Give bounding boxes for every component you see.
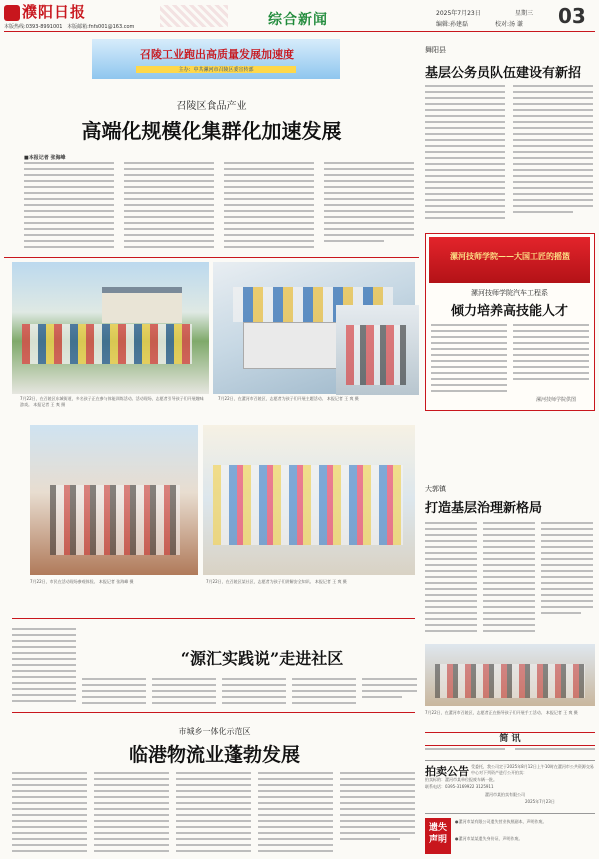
main-article-banner — [92, 39, 340, 79]
photo-5-caption — [425, 710, 595, 732]
hotline-email: 本版邮箱:fnfs001@163.com — [67, 24, 135, 30]
right-mid-kicker: 大郭镇 — [425, 485, 446, 493]
skill-body — [431, 324, 591, 394]
photo-skill-class — [336, 305, 419, 395]
main-article-byline: ■本报记者 张海峰 — [24, 155, 66, 161]
right-mid-article — [425, 412, 595, 644]
logistics-body — [12, 772, 417, 854]
photo-5-caption-text: 7月22日，在漯河市召陵区，志愿者正在指导孩子们开展手工活动。 — [425, 710, 545, 715]
skill-banner-text: 漯河技师学院——大国工匠的摇篮 — [450, 251, 570, 261]
yuanhui-headline: “源汇实践说”走进社区 — [180, 649, 344, 668]
right-top-headline: 基层公务员队伍建设有新招 — [425, 66, 582, 81]
photo-2-author: 本报记者 王 爽 摄 — [326, 396, 359, 401]
photo-event-5 — [425, 644, 595, 706]
photo-3-caption-text: 7月22日，市民在活动现场参观体验。 — [30, 579, 98, 584]
issue-weekday: 星期三 — [515, 10, 534, 17]
auction-notice-line-1: 受委托，我公司定于2025年8月12日上午10时在漯河市公共资源交易中心对下列资产进行公开拍卖： — [471, 764, 594, 775]
masthead-rule — [4, 31, 595, 32]
main-article — [4, 33, 419, 258]
photo-4-caption — [206, 579, 411, 597]
masthead — [0, 0, 599, 32]
photo-5-author: 本报记者 王 爽 摄 — [545, 710, 578, 715]
right-top-kicker: 舞阳县 — [425, 46, 446, 54]
masthead-ornament — [160, 5, 228, 27]
proofreader: 校对:汤 谦 — [495, 21, 523, 28]
right-top-article — [425, 33, 595, 233]
issue-date: 2025年7月23日 — [436, 10, 481, 17]
skill-banner — [429, 237, 590, 283]
logistics-article — [12, 714, 417, 856]
lost-declaration-title: 遗失声明 — [425, 818, 451, 854]
main-article-frame-bottom — [4, 257, 419, 258]
photo-1-author: 本报记者 王 爽 摄 — [33, 402, 66, 407]
editor: 编辑:孙建磊 — [436, 21, 469, 28]
photo-3-caption — [30, 579, 198, 597]
right-top-body — [425, 85, 595, 229]
lost-declaration — [425, 813, 595, 858]
photo-1-crowd — [22, 324, 192, 364]
photo-2-caption — [218, 396, 413, 420]
auction-notice-line-2: 拍卖标的：漯河市某单位报废车辆一批。 — [425, 777, 497, 782]
photo-4-author: 本报记者 王 爽 摄 — [314, 579, 347, 584]
newspaper-logo — [4, 3, 88, 22]
main-article-headline: 高端化规模化集群化加速发展 — [81, 119, 342, 143]
main-article-body — [24, 162, 419, 254]
section-title: 综合新闻 — [268, 12, 328, 28]
right-mid-headline: 打造基层治理新格局 — [425, 501, 543, 516]
lost-declaration-line-1: ●漯河市某有限公司遗失营业执照副本，声明作废。 — [455, 819, 547, 824]
banner-sponsor: 主办：中共漯河市召陵区委宣传部 — [136, 66, 296, 73]
auction-notice — [425, 760, 595, 813]
logo-text: 濮阳日报 — [22, 3, 87, 21]
auction-notice-line-4: 漯河市某拍卖有限公司 — [485, 792, 525, 797]
banner-title: 召陵工业跑出高质量发展加速度 — [140, 48, 294, 61]
photo-event-3 — [30, 425, 198, 575]
photo-1-caption — [20, 396, 205, 420]
skill-kicker: 漯河技师学院汽车工程系 — [471, 289, 548, 297]
lost-declaration-line-2: ●漯河市某某遗失身份证，声明作废。 — [455, 836, 523, 841]
photo-3-author: 本报记者 张海峰 摄 — [98, 579, 134, 584]
auction-notice-line-5: 2025年7月23日 — [525, 799, 555, 804]
hotline — [4, 23, 134, 30]
photo-event-1 — [12, 262, 209, 394]
auction-notice-line-3: 联系电话：0395-3169922 3125911 — [425, 784, 494, 789]
page-number: 03 — [558, 4, 586, 28]
photo-4-kids — [213, 465, 403, 545]
section-rule-2 — [12, 712, 415, 713]
main-article-kicker: 召陵区食品产业 — [176, 101, 247, 112]
skill-headline: 倾力培养高技能人才 — [450, 304, 568, 319]
auction-notice-title: 拍卖公告 — [425, 765, 469, 778]
photo-2-caption-text: 7月22日，在漯河市召陵区，志愿者为孩子们开展主题活动。 — [218, 396, 326, 401]
photo-5-people — [435, 664, 585, 698]
section-rule-1 — [12, 618, 415, 619]
photo-3-visitors — [50, 485, 180, 555]
photo-skill-people — [346, 325, 406, 385]
yuanhui-article — [12, 620, 417, 710]
photo-1-building — [102, 287, 182, 323]
logistics-kicker: 市城乡一体化示范区 — [178, 727, 251, 736]
photo-1-caption-text: 7月22日，在召陵区东城街道，多名孩子正在参与体能训练活动。活动现场，志愿者引导孩子们开展趣味游戏。 — [20, 396, 204, 407]
hotline-label: 本版热线: — [4, 24, 26, 30]
logo-seal-icon — [4, 5, 20, 21]
photo-event-4 — [203, 425, 415, 575]
skill-caption: 漯河技师学院供图 — [536, 397, 577, 403]
brief-title: 简 讯 — [425, 732, 595, 746]
logistics-headline: 临港物流业蓬勃发展 — [128, 744, 300, 766]
right-mid-body — [425, 522, 595, 640]
skill-article — [425, 233, 595, 411]
photo-4-caption-text: 7月22日，在召陵区某社区，志愿者为孩子们讲解安全知识。 — [206, 579, 314, 584]
brief-body — [425, 748, 595, 758]
yuanhui-body — [12, 628, 417, 708]
hotline-number: 0393-8991001 — [25, 24, 63, 30]
